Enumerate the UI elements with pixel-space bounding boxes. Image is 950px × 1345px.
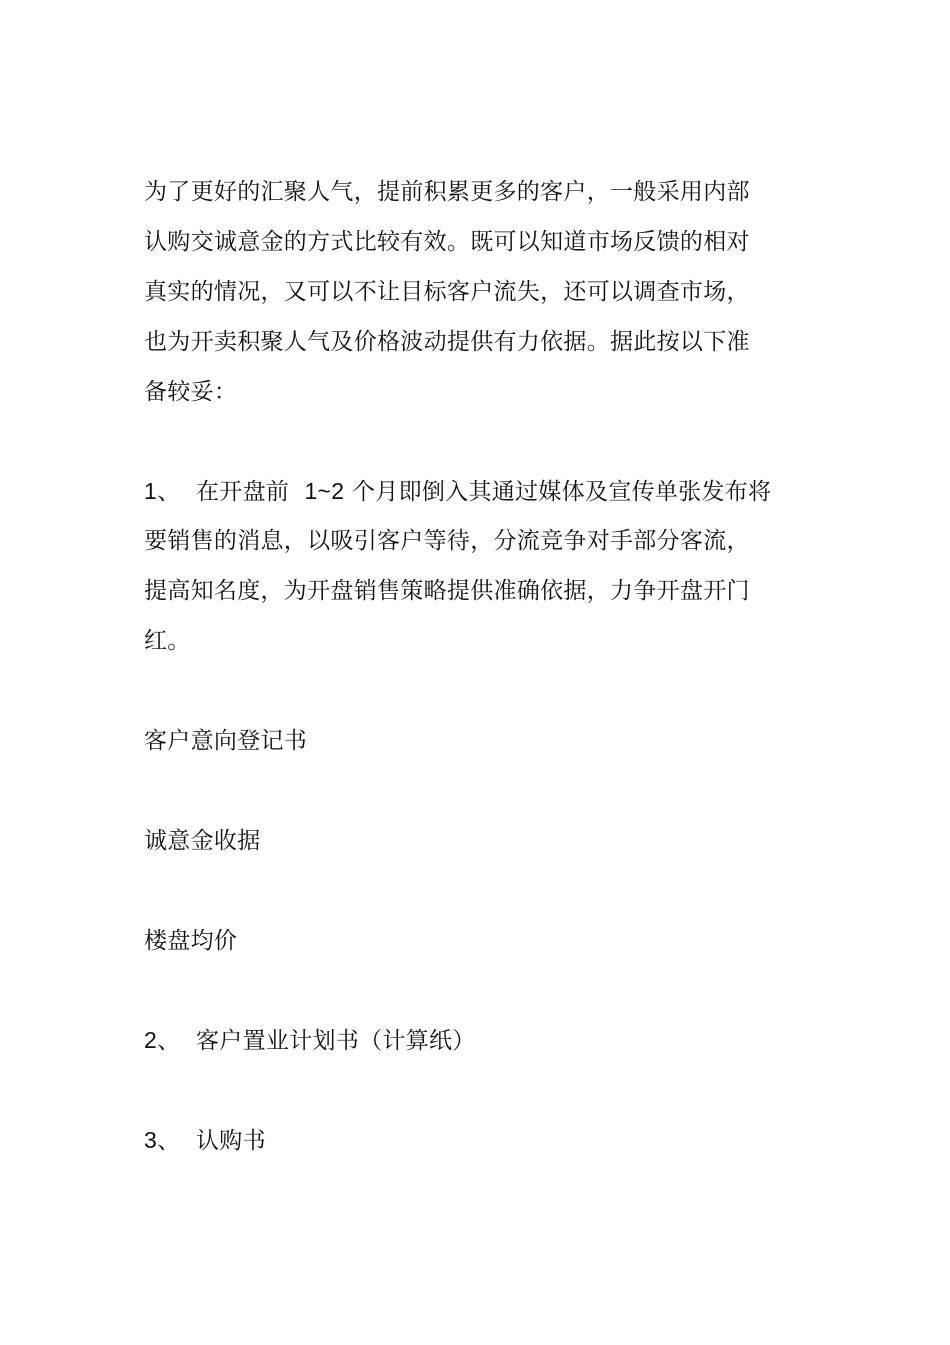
item-2-line: [144, 1025, 476, 1056]
item-3-number: 3、: [144, 1127, 181, 1153]
item-3-text: 认购书: [196, 1128, 266, 1154]
item-1-text-num: 1~2: [304, 478, 345, 504]
subitem-3: 楼盘均价: [144, 928, 238, 954]
item-2-number: 2、: [144, 1027, 181, 1053]
item-1-text-a: 在开盘前: [196, 479, 290, 505]
item-1-line-3: 提高知名度，为开盘销售策略提供准确依据，力争开盘开门: [144, 578, 750, 604]
intro-line-1: 为了更好的汇聚人气，提前积累更多的客户，一般采用内部: [144, 179, 750, 205]
intro-line-2: 认购交诚意金的方式比较有效。既可以知道市场反馈的相对: [144, 229, 750, 255]
intro-line-4: 也为开卖积聚人气及价格波动提供有力依据。据此按以下准: [144, 329, 750, 355]
subitem-1: 客户意向登记书: [144, 728, 308, 754]
item-1-line-4: 红。: [144, 628, 191, 654]
item-1-line-1: [144, 476, 771, 507]
item-3-line: [144, 1125, 266, 1156]
subitem-2: 诚意金收据: [144, 828, 261, 854]
intro-line-5: 备较妥：: [144, 379, 238, 405]
item-1-number: 1、: [144, 478, 181, 504]
item-2-text: 客户置业计划书（计算纸）: [196, 1028, 476, 1054]
item-1-line-2: 要销售的消息，以吸引客户等待，分流竞争对手部分客流，: [144, 528, 750, 554]
intro-line-3: 真实的情况，又可以不让目标客户流失，还可以调查市场，: [144, 279, 750, 305]
item-1-text-b: 个月即倒入其通过媒体及宣传单张发布将: [351, 479, 772, 505]
